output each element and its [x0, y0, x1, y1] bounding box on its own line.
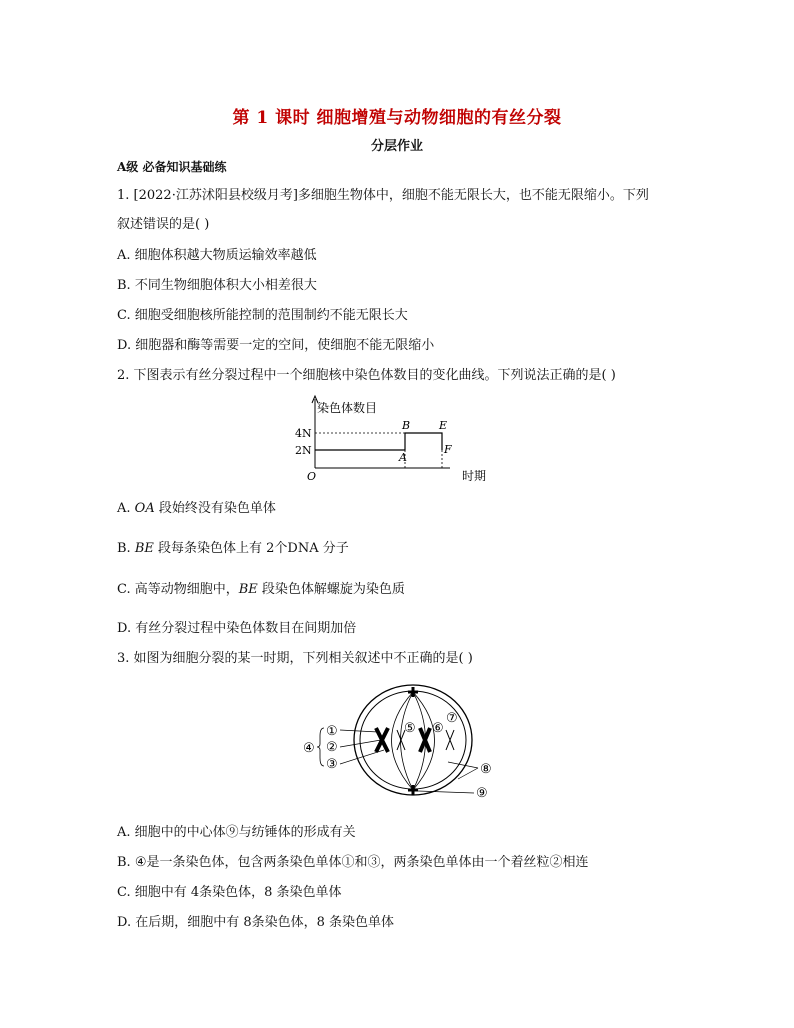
q3-option-d: D. 在后期，细胞中有 8条染色体，8 条染色单体: [117, 915, 395, 930]
leader-1: [340, 730, 378, 732]
cell-membrane-outer: [354, 685, 472, 795]
point-a-label: A: [399, 451, 407, 464]
chromosome-number-chart: [290, 393, 500, 485]
q1-option-c: C. 细胞受细胞核所能控制的范围制约不能无限长大: [117, 308, 408, 323]
label-5: ⑤: [404, 721, 416, 736]
spindle-fiber: [392, 692, 414, 790]
y-axis-label: 染色体数目: [317, 401, 378, 415]
leader-8a: [448, 762, 478, 768]
leader-9: [418, 791, 474, 793]
option-text: 段每条染色体上有 2个DNA 分子: [153, 541, 349, 556]
option-prefix: A.: [117, 501, 131, 516]
q3-option-c: C. 细胞中有 4条染色体，8 条染色单体: [117, 885, 342, 900]
section-heading-a: A级 必备知识基础练: [117, 160, 227, 174]
option-prefix: C. 高等动物细胞中，: [117, 582, 239, 597]
brace: [317, 728, 324, 766]
point-f-label: F: [444, 443, 452, 456]
q3-stem: 3. 如图为细胞分裂的某一时期，下列相关叙述中不正确的是( ): [117, 651, 473, 666]
q1-option-d: D. 细胞器和酶等需要一定的空间，使细胞不能无限缩小: [117, 338, 435, 353]
leader-8b: [458, 768, 478, 779]
label-1: ①: [326, 724, 338, 739]
point-e-label: E: [439, 419, 448, 432]
q1-option-b: B. 不同生物细胞体积大小相差很大: [117, 278, 317, 293]
chromosome-dark-left-icon: [376, 728, 388, 752]
x-axis-label: 时期: [462, 469, 487, 483]
point-b-label: B: [402, 419, 411, 432]
centriole-bottom-icon: [408, 785, 418, 795]
page-subtitle: 分层作业: [370, 139, 423, 154]
q1-option-a: A. 细胞体积越大物质运输效率越低: [117, 248, 317, 263]
label-6: ⑥: [432, 721, 444, 736]
q2-option-b: [117, 537, 349, 556]
origin-label: O: [307, 470, 317, 483]
segment-label: BE: [238, 582, 258, 597]
label-9: ⑨: [476, 786, 488, 801]
y-tick-4n: 4N: [295, 427, 312, 440]
label-3: ③: [326, 757, 338, 772]
q3-option-b: B. ④是一条染色体，包含两条染色单体①和③，两条染色单体由一个着丝粒②相连: [117, 855, 589, 870]
q1-stem-line2: 叙述错误的是( ): [117, 217, 210, 232]
label-4: ④: [303, 741, 315, 756]
q2-option-a: [117, 497, 276, 516]
q3-option-a: A. 细胞中的中心体⑨与纺锤体的形成有关: [117, 825, 356, 840]
option-text: 有丝分裂过程中染色体数目在间期加倍: [135, 621, 357, 636]
option-text: 段始终没有染色单体: [154, 501, 276, 516]
segment-label: OA: [134, 501, 155, 516]
option-text: 段染色体解螺旋为染色质: [257, 582, 405, 597]
page-title: 第 1 课时 细胞增殖与动物细胞的有丝分裂: [232, 108, 562, 128]
q2-option-d: [117, 617, 356, 636]
q1-stem-line1: 1. [2022·江苏沭阳县校级月考]多细胞生物体中，细胞不能无限长大，也不能无限缩小。下列: [117, 188, 649, 203]
chromosome-light-right-icon: [446, 730, 454, 750]
label-2: ②: [326, 740, 338, 755]
option-prefix: B.: [117, 541, 131, 556]
label-7: ⑦: [446, 711, 458, 726]
label-8: ⑧: [480, 762, 492, 777]
chromosome-curve: [315, 433, 442, 450]
cell-division-figure: [298, 680, 503, 805]
q2-option-c: [117, 578, 405, 597]
option-prefix: D.: [117, 621, 132, 636]
q2-stem: 2. 下图表示有丝分裂过程中一个细胞核中染色体数目的变化曲线。下列说法正确的是( ): [117, 368, 616, 383]
segment-label: BE: [134, 541, 154, 556]
y-tick-2n: 2N: [295, 444, 312, 457]
